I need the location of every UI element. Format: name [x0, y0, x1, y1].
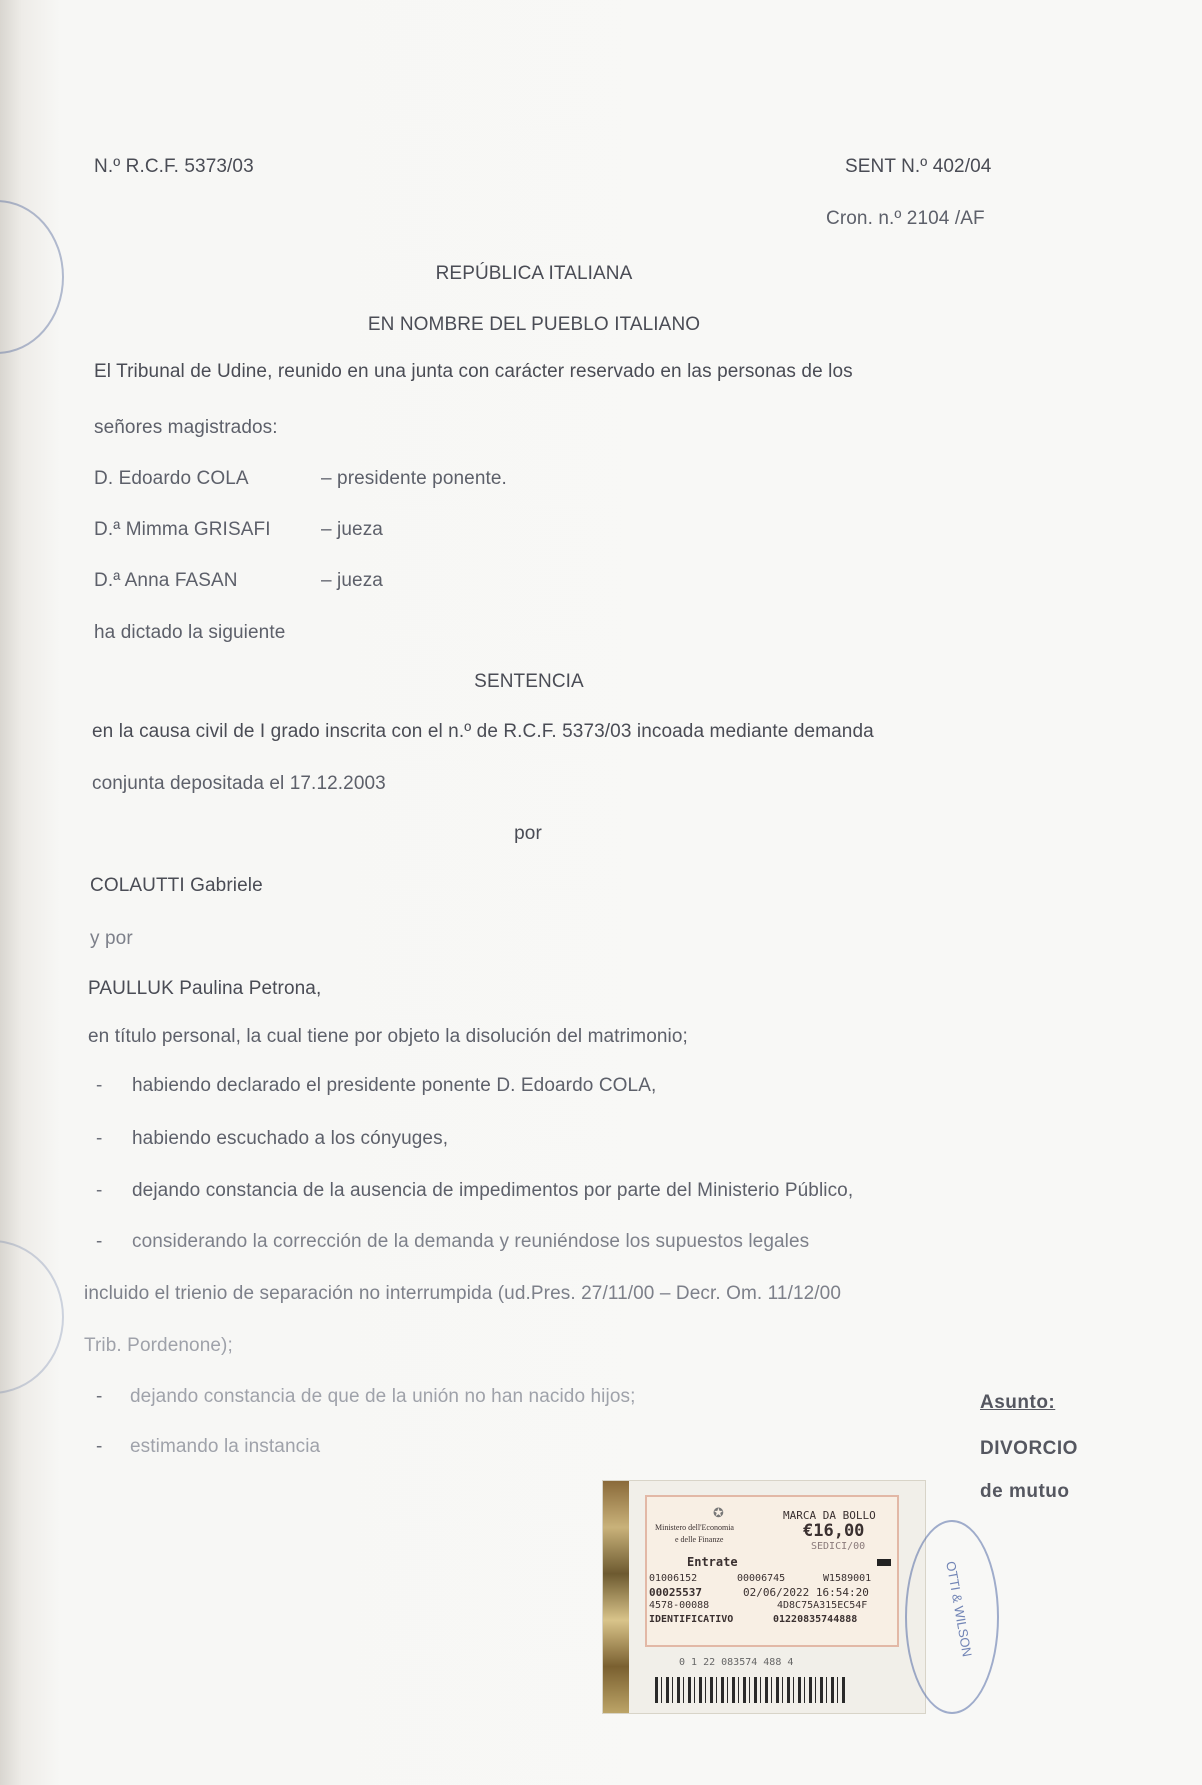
bullet-1: - [96, 1075, 103, 1096]
magistrate-name-1: D. Edoardo COLA [94, 468, 249, 489]
stamp-row2b: 02/06/2022 16:54:20 [743, 1586, 869, 1599]
revenue-stamp [602, 1480, 926, 1714]
hologram-icon [877, 1559, 891, 1566]
stamp-row1a: 01006152 [649, 1573, 698, 1584]
continuation-line2: Trib. Pordenone); [84, 1335, 233, 1356]
magistrate-role-1: – presidente ponente. [321, 468, 507, 489]
rcf-number: N.º R.C.F. 5373/03 [94, 156, 254, 177]
margin-divorcio: DIVORCIO [980, 1438, 1078, 1459]
republic-title: REPÚBLICA ITALIANA [435, 263, 633, 284]
stamp-row2a: 00025537 [649, 1586, 702, 1599]
barcode [655, 1677, 845, 1703]
and-por-line: y por [90, 928, 133, 949]
court-intro-line1: El Tribunal de Udine, reunido en una junta con carácter reservado en las personas de los [94, 361, 853, 382]
side-stamp-top [0, 200, 64, 354]
magistrate-role-2: – jueza [321, 519, 383, 540]
stamp-row1c: W1589001 [823, 1573, 872, 1584]
object-line: en título personal, la cual tiene por objeto la disolución del matrimonio; [88, 1026, 688, 1047]
people-title: EN NOMBRE DEL PUEBLO ITALIANO [367, 314, 701, 335]
por-line: por [514, 823, 542, 844]
case-line2: conjunta depositada el 17.12.2003 [92, 773, 386, 794]
ministry-line1: Ministero dell'Economia [655, 1523, 734, 1532]
sentence-number: SENT N.º 402/04 [845, 156, 992, 177]
bullet-2: - [96, 1128, 103, 1149]
consideration-4: considerando la corrección de la demanda y reuniéndose los supuestos legales [132, 1231, 810, 1252]
stamp-row3b: 4D8C75A315EC54F [777, 1600, 868, 1611]
bullet-3: - [96, 1180, 103, 1201]
side-stamp-bottom [0, 1240, 64, 1394]
cron-number: Cron. n.º 2104 /AF [826, 208, 985, 229]
consideration-6: estimando la instancia [130, 1436, 321, 1457]
consideration-5: dejando constancia de que de la unión no han nacido hijos; [130, 1386, 636, 1407]
stamp-row4a: IDENTIFICATIVO [649, 1614, 734, 1625]
stamp-code: SEDICI/00 [811, 1541, 866, 1552]
ministry-line2: e delle Finanze [675, 1535, 724, 1544]
bullet-4: - [96, 1231, 103, 1252]
magistrate-name-3: D.ª Anna FASAN [94, 570, 238, 591]
hologram-strip [603, 1481, 629, 1713]
stamp-serial: 0 1 22 083574 488 4 [679, 1657, 794, 1668]
stamp-row1b: 00006745 [737, 1573, 786, 1584]
agency-label: Entrate [687, 1555, 738, 1569]
consideration-1: habiendo declarado el presidente ponente D. Edoardo COLA, [132, 1075, 657, 1096]
continuation-line1: incluido el trienio de separación no interrumpida (ud.Pres. 27/11/00 – Decr. Om. 11/12/00 [84, 1283, 842, 1304]
margin-mutuo: de mutuo [980, 1481, 1070, 1502]
office-stamp-text: OTTI & WILSON [943, 1560, 975, 1658]
bullet-5: - [96, 1386, 103, 1407]
stamp-row3a: 4578-00088 [649, 1600, 710, 1611]
magistrate-role-3: – jueza [321, 570, 383, 591]
margin-asunto: Asunto: [980, 1392, 1056, 1413]
consideration-2: habiendo escuchado a los cónyuges, [132, 1128, 449, 1149]
party-1: COLAUTTI Gabriele [90, 875, 263, 896]
dictated-line: ha dictado la siguiente [94, 622, 286, 643]
bullet-6: - [96, 1436, 103, 1457]
stamp-brand: MARCA DA BOLLO [783, 1509, 876, 1522]
court-intro-line2: señores magistrados: [94, 417, 278, 438]
revenue-stamp-label [645, 1495, 899, 1647]
emblem-icon: ✪ [713, 1501, 724, 1522]
sentencia-title: SENTENCIA [474, 671, 584, 692]
stamp-amount: €16,00 [803, 1521, 865, 1541]
party-2: PAULLUK Paulina Petrona, [88, 978, 322, 999]
case-line1: en la causa civil de I grado inscrita con el n.º de R.C.F. 5373/03 incoada mediante demanda [92, 721, 874, 742]
stamp-row4b: 01220835744888 [773, 1614, 858, 1625]
consideration-3: dejando constancia de la ausencia de impedimentos por parte del Ministerio Público, [132, 1180, 854, 1201]
magistrate-name-2: D.ª Mimma GRISAFI [94, 519, 271, 540]
